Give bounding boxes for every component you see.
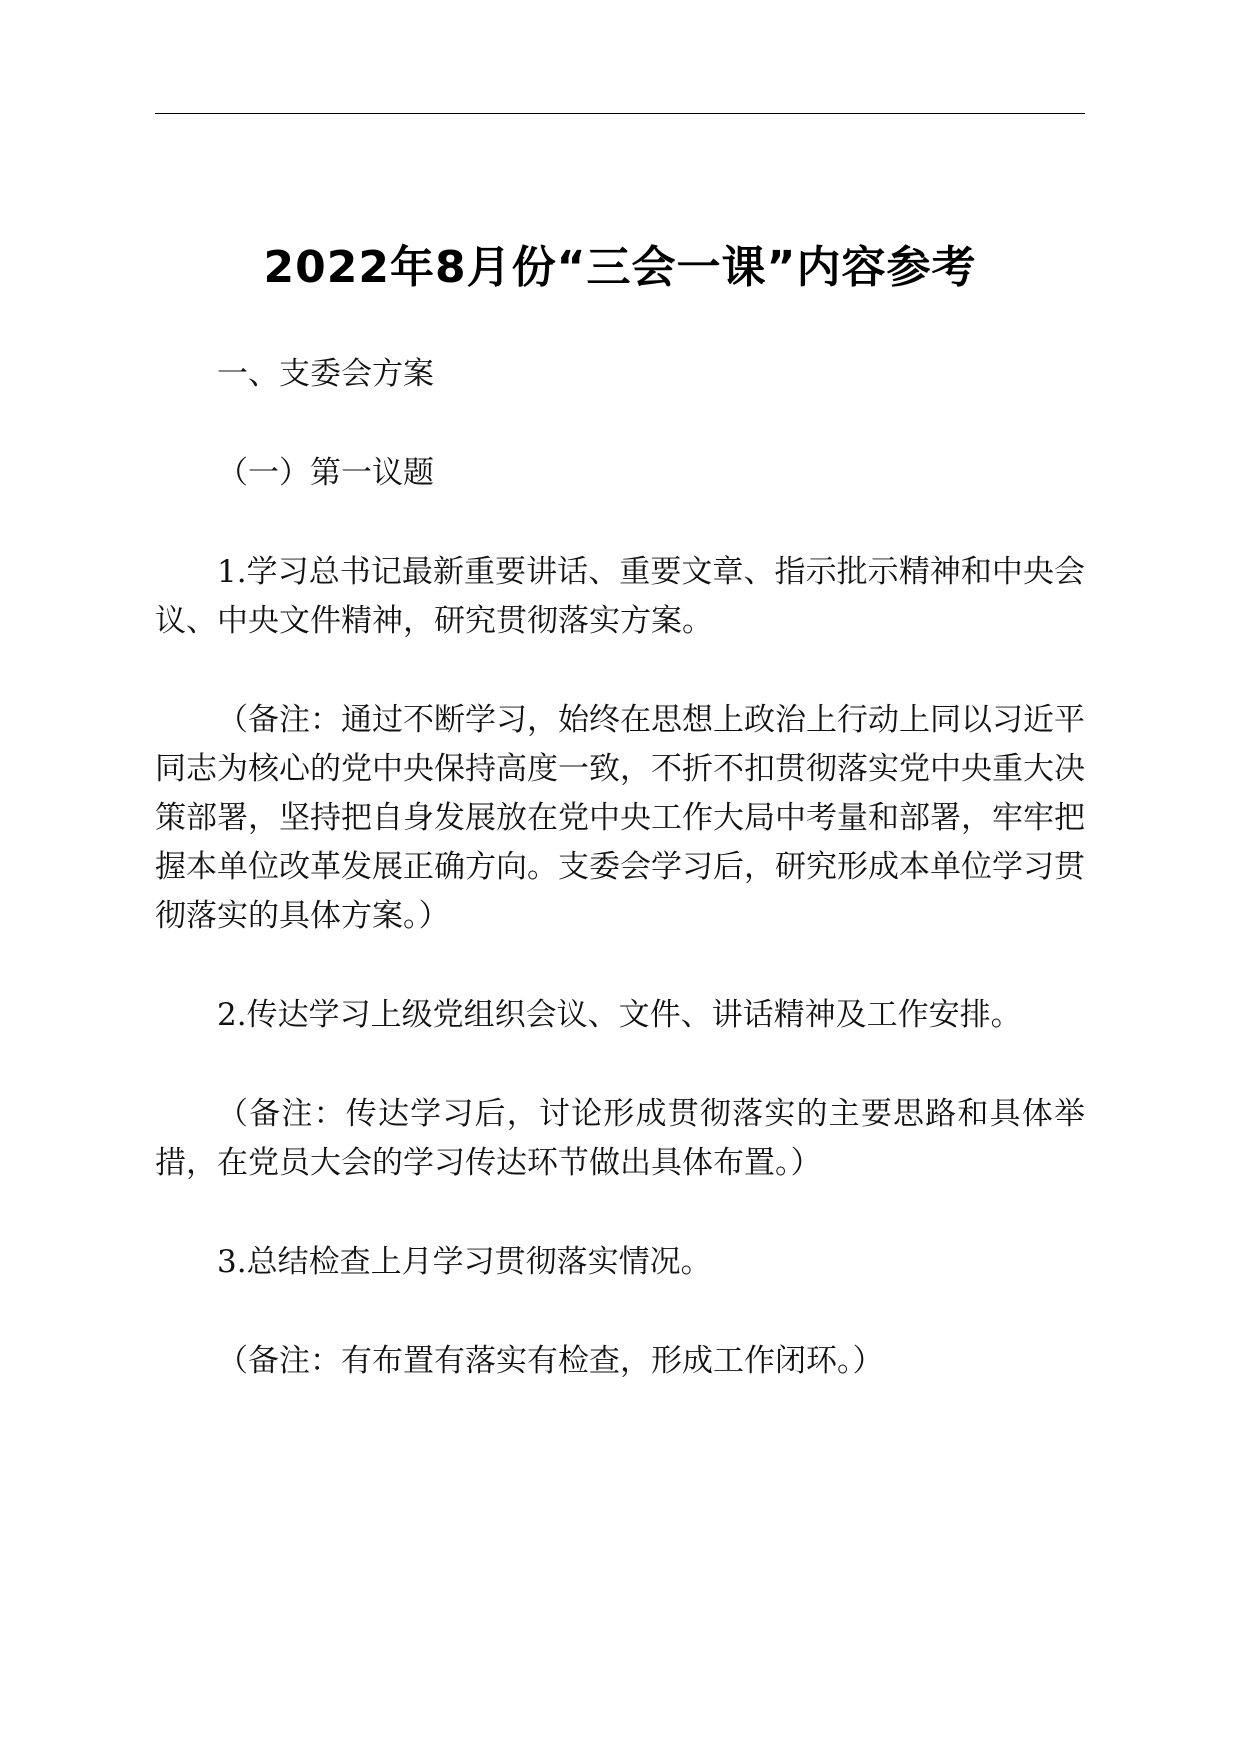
item-3-note: （备注：有布置有落实有检查，形成工作闭环。） bbox=[217, 1343, 884, 1379]
section-heading: 一、支委会方案 bbox=[217, 356, 434, 392]
subsection-heading: （一）第一议题 bbox=[217, 455, 434, 491]
document-body bbox=[155, 350, 1085, 1436]
item-3-paragraph: 3.总结检查上月学习贯彻落实情况。 bbox=[217, 1244, 712, 1280]
header-rule bbox=[155, 113, 1085, 114]
item-1-paragraph: 1.学习总书记最新重要讲话、重要文章、指示批示精神和中央会议、中央文件精神，研究贯彻落实方案。 bbox=[155, 554, 1085, 639]
item-2-paragraph: 2.传达学习上级党组织会议、文件、讲话精神及工作安排。 bbox=[217, 997, 1022, 1033]
item-2-note: （备注：传达学习后，讨论形成贯彻落实的主要思路和具体举措，在党员大会的学习传达环节做出具体布置。） bbox=[155, 1096, 1085, 1181]
item-1-note: （备注：通过不断学习，始终在思想上政治上行动上同以习近平同志为核心的党中央保持高度一致，不折不扣贯彻落实党中央重大决策部署，坚持把自身发展放在党中央工作大局中考量和部署，牢牢把握本单位改革发展正确方向。支委会学习后，研究形成本单位学习贯彻落实的具体方案。） bbox=[155, 702, 1085, 934]
document-title: 2022年8月份“三会一课”内容参考 bbox=[263, 242, 977, 293]
